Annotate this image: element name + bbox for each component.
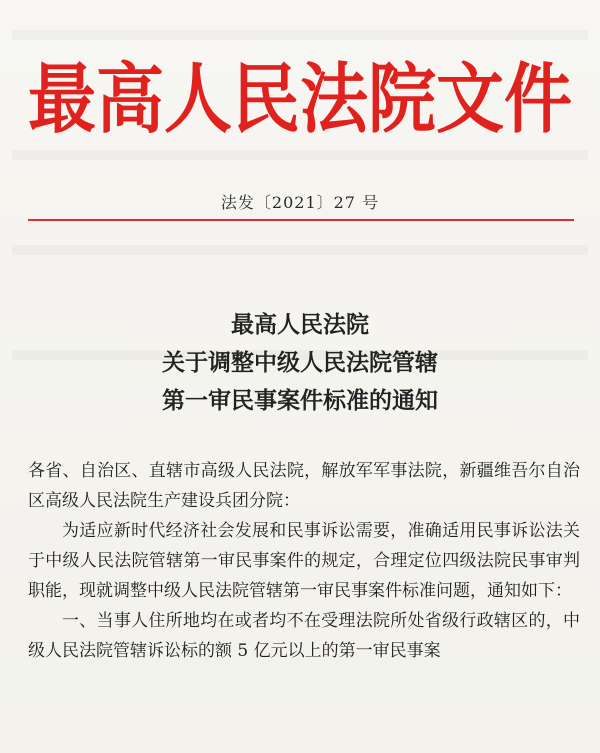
document-body bbox=[28, 456, 580, 666]
bleed-through-shade bbox=[12, 245, 588, 255]
notice-title-line: 最高人民法院 bbox=[231, 312, 369, 338]
item-1-paragraph: 一、当事人住所地均在或者均不在受理法院所处省级行政辖区的，中级人民法院管辖诉讼标的额 5 亿元以上的第一审民事案 bbox=[28, 611, 580, 661]
document-number: 法发〔2021〕27 号 bbox=[220, 193, 380, 212]
addressees-paragraph: 各省、自治区、直辖市高级人民法院，解放军军事法院，新疆维吾尔自治区高级人民法院生产建设兵团分院： bbox=[28, 461, 580, 511]
notice-title-line: 第一审民事案件标准的通知 bbox=[162, 388, 438, 414]
bleed-through-shade bbox=[12, 150, 588, 160]
notice-title bbox=[0, 306, 600, 420]
notice-title-line: 关于调整中级人民法院管辖 bbox=[162, 350, 438, 376]
intro-paragraph: 为适应新时代经济社会发展和民事诉讼需要，准确适用民事诉讼法关于中级人民法院管辖第一审民事案件的规定，合理定位四级法院民事审判职能，现就调整中级人民法院管辖第一审民事案件标准问题，通知如下： bbox=[28, 521, 580, 601]
bleed-through-shade bbox=[12, 30, 588, 40]
red-divider-line bbox=[28, 219, 574, 221]
issuing-authority-header: 最高人民法院文件 bbox=[27, 56, 572, 145]
